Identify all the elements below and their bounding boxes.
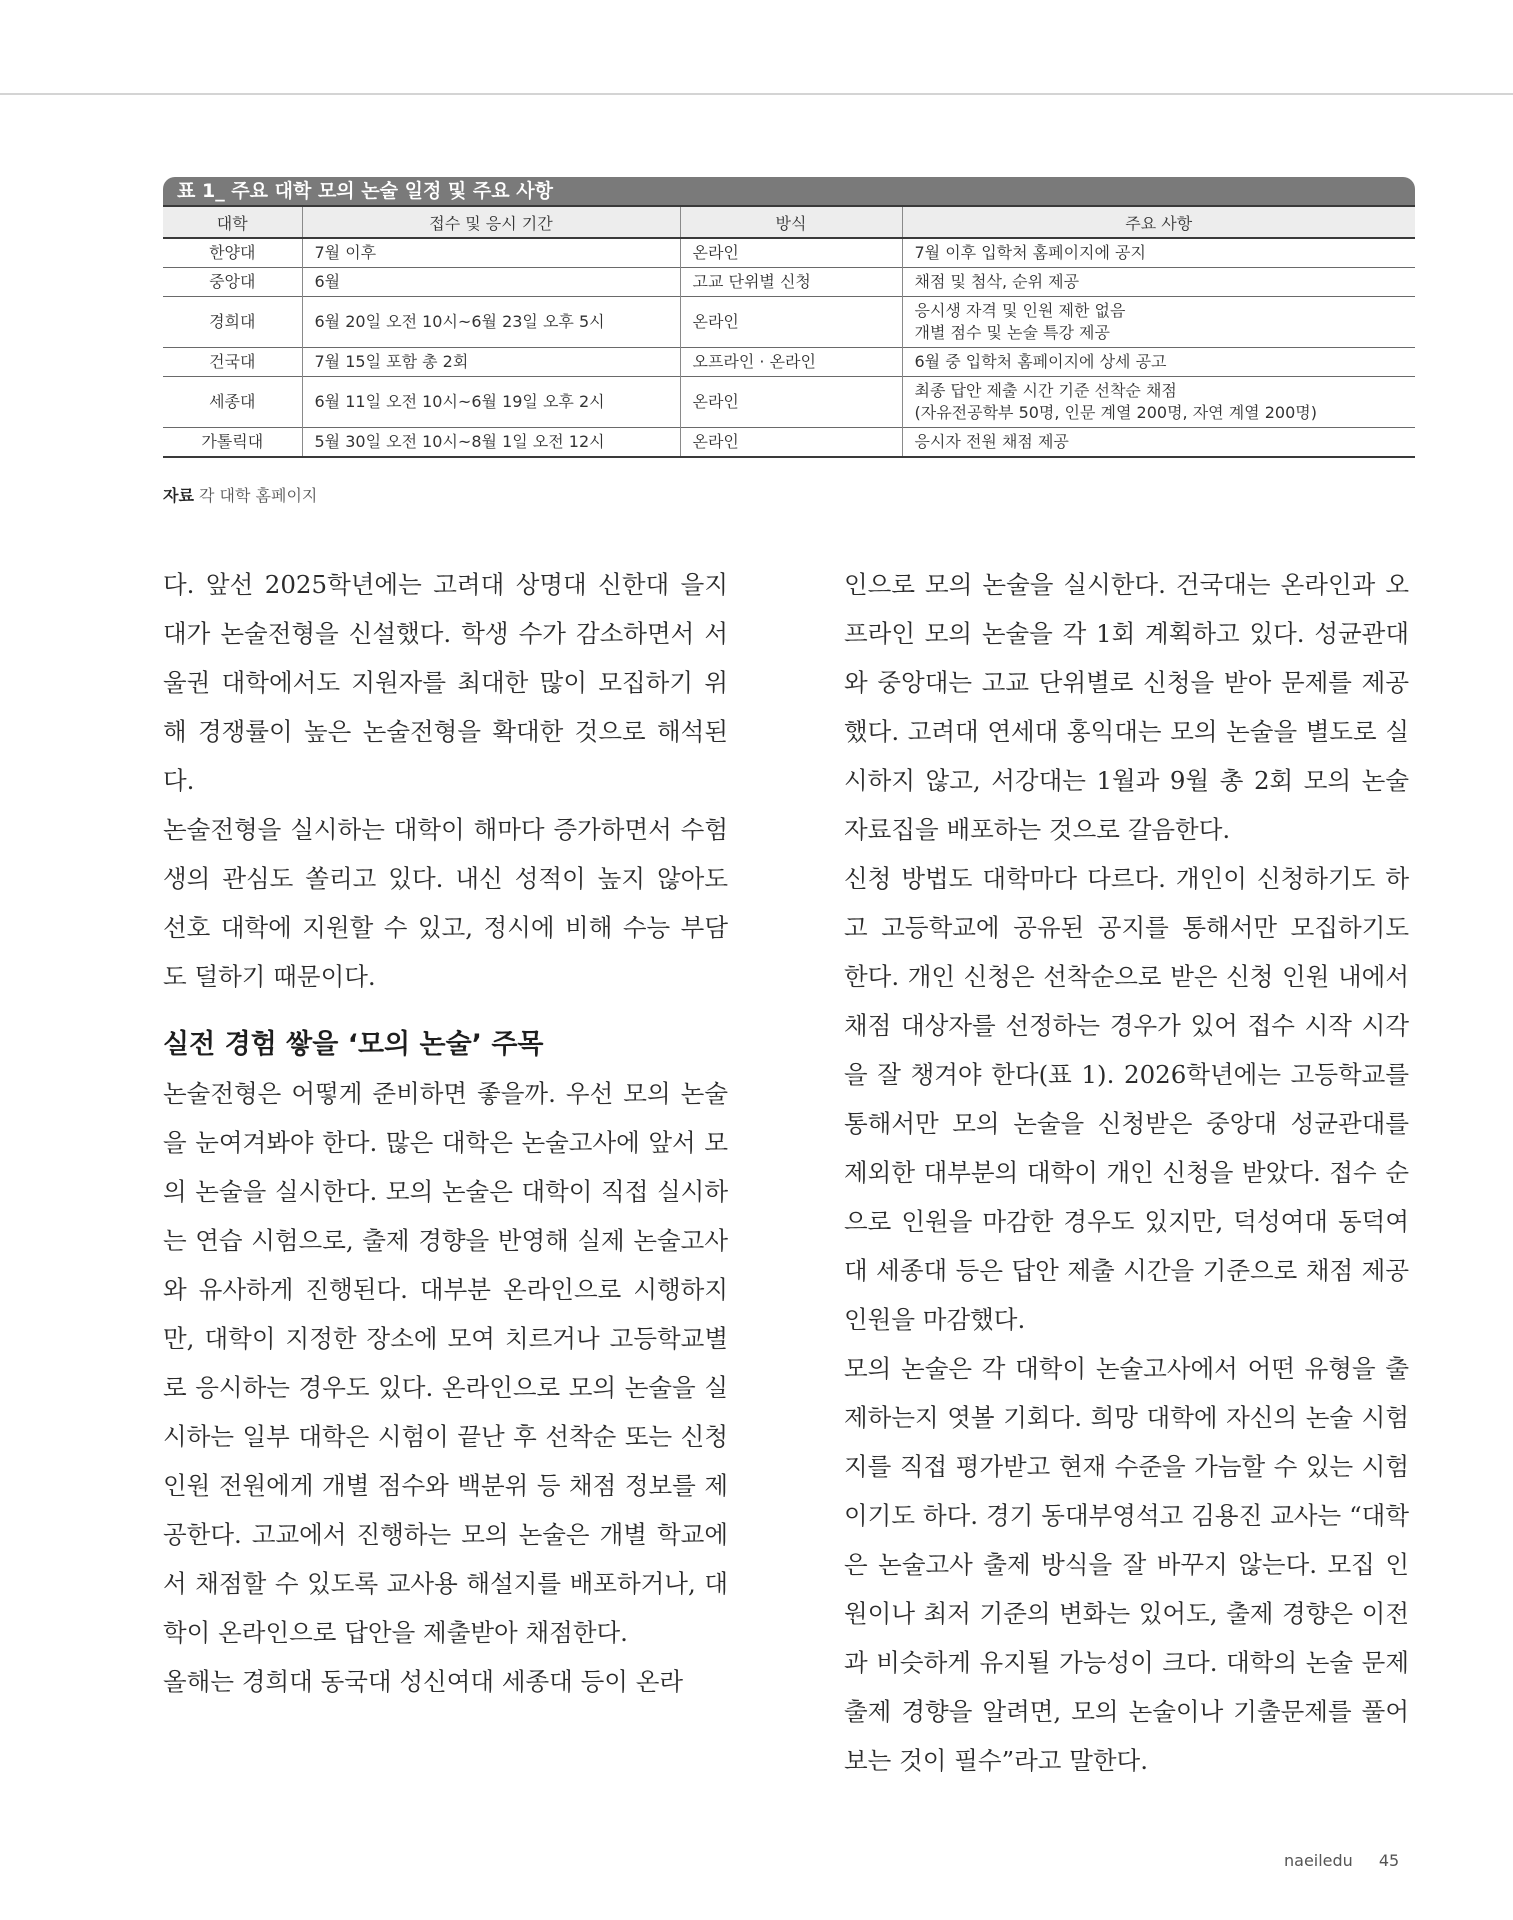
table-grid [163, 205, 1415, 458]
cell-method: 고교 단위별 신청 [680, 268, 902, 297]
cell-notes [902, 297, 1415, 348]
cell-method: 온라인 [680, 238, 902, 268]
schedule-table [163, 177, 1415, 458]
section-heading: 실전 경험 쌓을 ‘모의 논술’ 주목 [163, 1029, 544, 1060]
note-line: 채점 및 첨삭, 순위 제공 [914, 272, 1080, 291]
article-paragraph: 올해는 경희대 동국대 성신여대 세종대 등이 온라 [163, 1667, 684, 1696]
cell-university: 한양대 [163, 238, 302, 268]
cell-period: 5월 30일 오전 10시~8월 1일 오전 12시 [302, 428, 680, 458]
note-line: 응시생 자격 및 인원 제한 없음 [914, 301, 1126, 320]
cell-period: 6월 11일 오전 10시~6월 19일 오후 2시 [302, 377, 680, 428]
cell-university: 세종대 [163, 377, 302, 428]
source-label: 자료 [163, 486, 194, 505]
table-row [163, 268, 1415, 297]
note-line: 최종 답안 제출 시간 기준 선착순 채점 [914, 381, 1177, 400]
table-source [163, 483, 317, 506]
table-row [163, 428, 1415, 458]
table-row [163, 348, 1415, 377]
cell-notes [902, 268, 1415, 297]
cell-university: 중앙대 [163, 268, 302, 297]
note-line: 개별 점수 및 논술 특강 제공 [914, 323, 1110, 342]
cell-period: 7월 15일 포함 총 2회 [302, 348, 680, 377]
header-notes: 주요 사항 [902, 206, 1415, 238]
cell-university: 경희대 [163, 297, 302, 348]
article-column-right [844, 560, 1409, 1785]
page-footer [1284, 1851, 1399, 1870]
cell-period: 6월 20일 오전 10시~6월 23일 오후 5시 [302, 297, 680, 348]
publication-name: naeiledu [1284, 1851, 1353, 1870]
cell-method: 온라인 [680, 428, 902, 458]
cell-notes [902, 377, 1415, 428]
source-text: 각 대학 홈페이지 [199, 486, 318, 505]
table-header-row [163, 206, 1415, 238]
article-paragraph: 인으로 모의 논술을 실시한다. 건국대는 온라인과 오프라인 모의 논술을 각 1회 계획하고 있다. 성균관대와 중앙대는 고교 단위별로 신청을 받아 문제를 제공했다. 고려대 연세대 홍익대는 모의 논술을 별도로 실시하지 않고, 서강대는 1월과 9월 총 2회 모의 논술 자료집을 배포하는 것으로 갈음한다. [844, 570, 1409, 844]
note-line: (자유전공학부 50명, 인문 계열 200명, 자연 계열 200명) [914, 403, 1317, 422]
cell-university: 가톨릭대 [163, 428, 302, 458]
cell-notes [902, 348, 1415, 377]
header-method: 방식 [680, 206, 902, 238]
note-line: 7월 이후 입학처 홈페이지에 공지 [914, 243, 1146, 262]
article-paragraph: 신청 방법도 대학마다 다르다. 개인이 신청하기도 하고 고등학교에 공유된 공지를 통해서만 모집하기도 한다. 개인 신청은 선착순으로 받은 신청 인원 내에서 채점 대상자를 선정하는 경우가 있어 접수 시작 시각을 잘 챙겨야 한다(표 1). 2026학년에는 고등학교를 통해서만 모의 논술을 신청받은 중앙대 성균관대를 제외한 대부분의 대학이 개인 신청을 받았다. 접수 순으로 인원을 마감한 경우도 있지만, 덕성여대 동덕여대 세종대 등은 답안 제출 시간을 기준으로 채점 제공 인원을 마감했다. [844, 864, 1409, 1334]
cell-period: 7월 이후 [302, 238, 680, 268]
cell-period: 6월 [302, 268, 680, 297]
article-paragraph: 모의 논술은 각 대학이 논술고사에서 어떤 유형을 출제하는지 엿볼 기회다. 희망 대학에 자신의 논술 시험지를 직접 평가받고 현재 수준을 가늠할 수 있는 시험이기도 하다. 경기 동대부영석고 김용진 교사는 “대학은 논술고사 출제 방식을 잘 바꾸지 않는다. 모집 인원이나 최저 기준의 변화는 있어도, 출제 경향은 이전과 비슷하게 유지될 가능성이 크다. 대학의 논술 문제 출제 경향을 알려면, 모의 논술이나 기출문제를 풀어보는 것이 필수”라고 말한다. [844, 1354, 1409, 1775]
cell-university: 건국대 [163, 348, 302, 377]
table-row [163, 297, 1415, 348]
header-period: 접수 및 응시 기간 [302, 206, 680, 238]
cell-method: 온라인 [680, 297, 902, 348]
header-university: 대학 [163, 206, 302, 238]
article-column-left [163, 560, 728, 1706]
page-number: 45 [1378, 1851, 1400, 1870]
table-title: 표 1_ 주요 대학 모의 논술 일정 및 주요 사항 [163, 177, 1415, 205]
article-paragraph: 다. 앞선 2025학년에는 고려대 상명대 신한대 을지대가 논술전형을 신설했다. 학생 수가 감소하면서 서울권 대학에서도 지원자를 최대한 많이 모집하기 위해 경쟁률이 높은 논술전형을 확대한 것으로 해석된다. [163, 570, 728, 795]
article-paragraph: 논술전형을 실시하는 대학이 해마다 증가하면서 수험생의 관심도 쏠리고 있다. 내신 성적이 높지 않아도 선호 대학에 지원할 수 있고, 정시에 비해 수능 부담도 덜하기 때문이다. [163, 815, 728, 991]
cell-notes [902, 238, 1415, 268]
cell-notes [902, 428, 1415, 458]
note-line: 응시자 전원 채점 제공 [914, 432, 1069, 451]
article-paragraph: 논술전형은 어떻게 준비하면 좋을까. 우선 모의 논술을 눈여겨봐야 한다. 많은 대학은 논술고사에 앞서 모의 논술을 실시한다. 모의 논술은 대학이 직접 실시하는 연습 시험으로, 출제 경향을 반영해 실제 논술고사와 유사하게 진행된다. 대부분 온라인으로 시행하지만, 대학이 지정한 장소에 모여 치르거나 고등학교별로 응시하는 경우도 있다. 온라인으로 모의 논술을 실시하는 일부 대학은 시험이 끝난 후 선착순 또는 신청 인원 전원에게 개별 점수와 백분위 등 채점 정보를 제공한다. 고교에서 진행하는 모의 논술은 개별 학교에서 채점할 수 있도록 교사용 해설지를 배포하거나, 대학이 온라인으로 답안을 제출받아 채점한다. [163, 1079, 728, 1647]
cell-method: 온라인 [680, 377, 902, 428]
table-row [163, 238, 1415, 268]
note-line: 6월 중 입학처 홈페이지에 상세 공고 [914, 352, 1167, 371]
cell-method: 오프라인 · 온라인 [680, 348, 902, 377]
table-row [163, 377, 1415, 428]
top-rule [0, 93, 1513, 95]
